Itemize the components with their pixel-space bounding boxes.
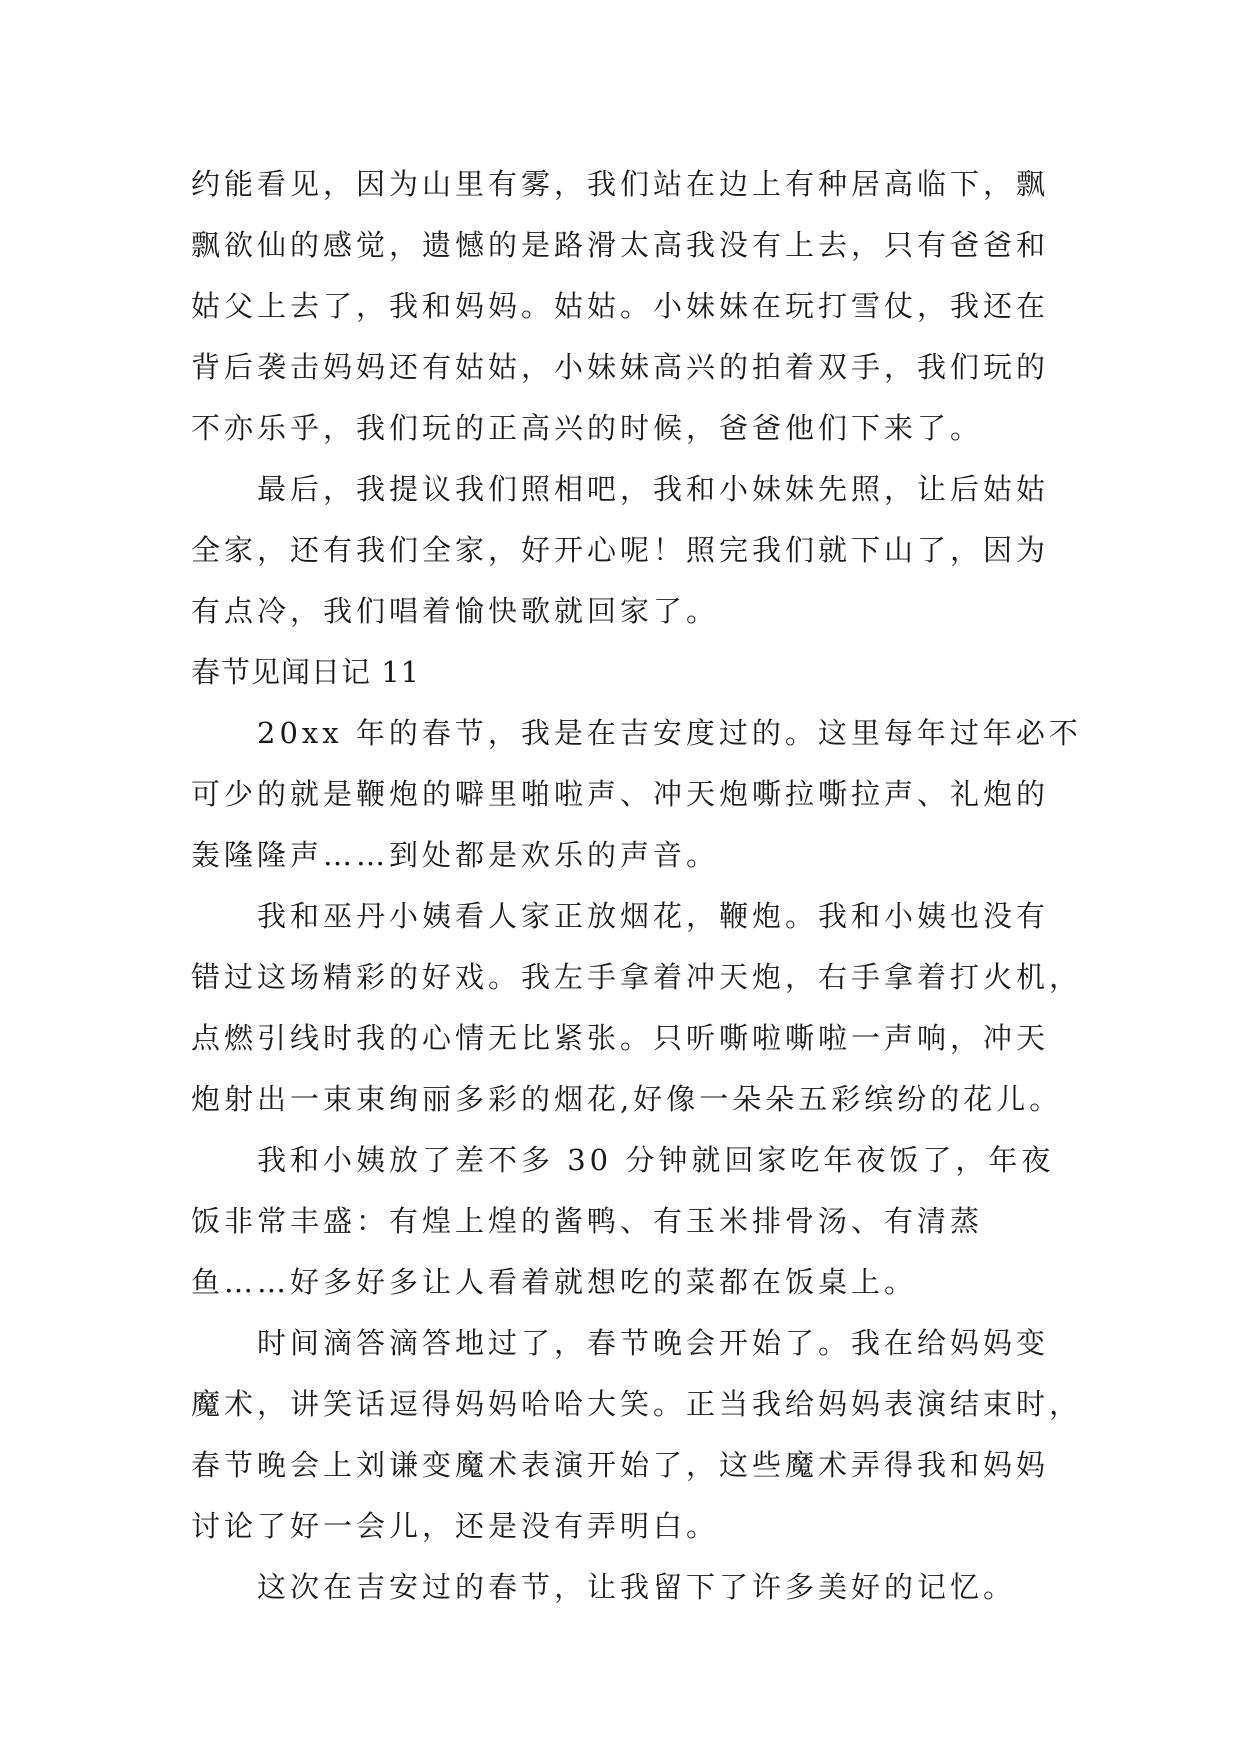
text-line: 点燃引线时我的心情无比紧张。只听嘶啦嘶啦一声响，冲天 [191,1021,1050,1055]
text-line: 时间滴答滴答地过了，春节晚会开始了。我在给妈妈变 [257,1326,1050,1360]
text-line: 魔术，讲笑话逗得妈妈哈哈大笑。正当我给妈妈表演结束时， [191,1387,1083,1421]
text-line: 可少的就是鞭炮的噼里啪啦声、冲天炮嘶拉嘶拉声、礼炮的 [191,777,1050,811]
text-line: 炮射出一束束绚丽多彩的烟花,好像一朵朵五彩缤纷的花儿。 [191,1082,1063,1116]
text-line: 我和巫丹小姨看人家正放烟花，鞭炮。我和小姨也没有 [257,899,1050,933]
text-line: 最后，我提议我们照相吧，我和小妹妹先照，让后姑姑 [257,472,1050,506]
text-line: 错过这场精彩的好戏。我左手拿着冲天炮，右手拿着打火机， [191,960,1083,994]
text-line: 背后袭击妈妈还有姑姑，小妹妹高兴的拍着双手，我们玩的 [191,350,1050,384]
text-line: 饭非常丰盛：有煌上煌的酱鸭、有玉米排骨汤、有清蒸 [191,1204,984,1238]
text-line: 有点冷，我们唱着愉快歌就回家了。 [191,594,720,628]
text-line: 讨论了好一会儿，还是没有弄明白。 [191,1509,720,1543]
text-line: 20xx 年的春节，我是在吉安度过的。这里每年过年必不 [257,716,1082,750]
text-line: 轰隆隆声……到处都是欢乐的声音。 [191,838,720,872]
text-line: 鱼……好多好多让人看着就想吃的菜都在饭桌上。 [191,1265,918,1299]
text-line: 全家，还有我们全家，好开心呢！照完我们就下山了，因为 [191,533,1050,567]
text-line: 不亦乐乎，我们玩的正高兴的时候，爸爸他们下来了。 [191,411,984,445]
document-body [191,154,1083,1618]
section-heading: 春节见闻日记 11 [191,655,421,689]
text-line: 我和小姨放了差不多 30 分钟就回家吃年夜饭了，年夜 [257,1143,1055,1177]
text-line: 约能看见，因为山里有雾，我们站在边上有种居高临下，飘 [191,167,1050,201]
text-line: 飘欲仙的感觉，遗憾的是路滑太高我没有上去，只有爸爸和 [191,228,1050,262]
text-line: 春节晚会上刘谦变魔术表演开始了，这些魔术弄得我和妈妈 [191,1448,1050,1482]
text-line: 姑父上去了，我和妈妈。姑姑。小妹妹在玩打雪仗，我还在 [191,289,1050,323]
text-line: 这次在吉安过的春节，让我留下了许多美好的记忆。 [257,1570,1017,1604]
